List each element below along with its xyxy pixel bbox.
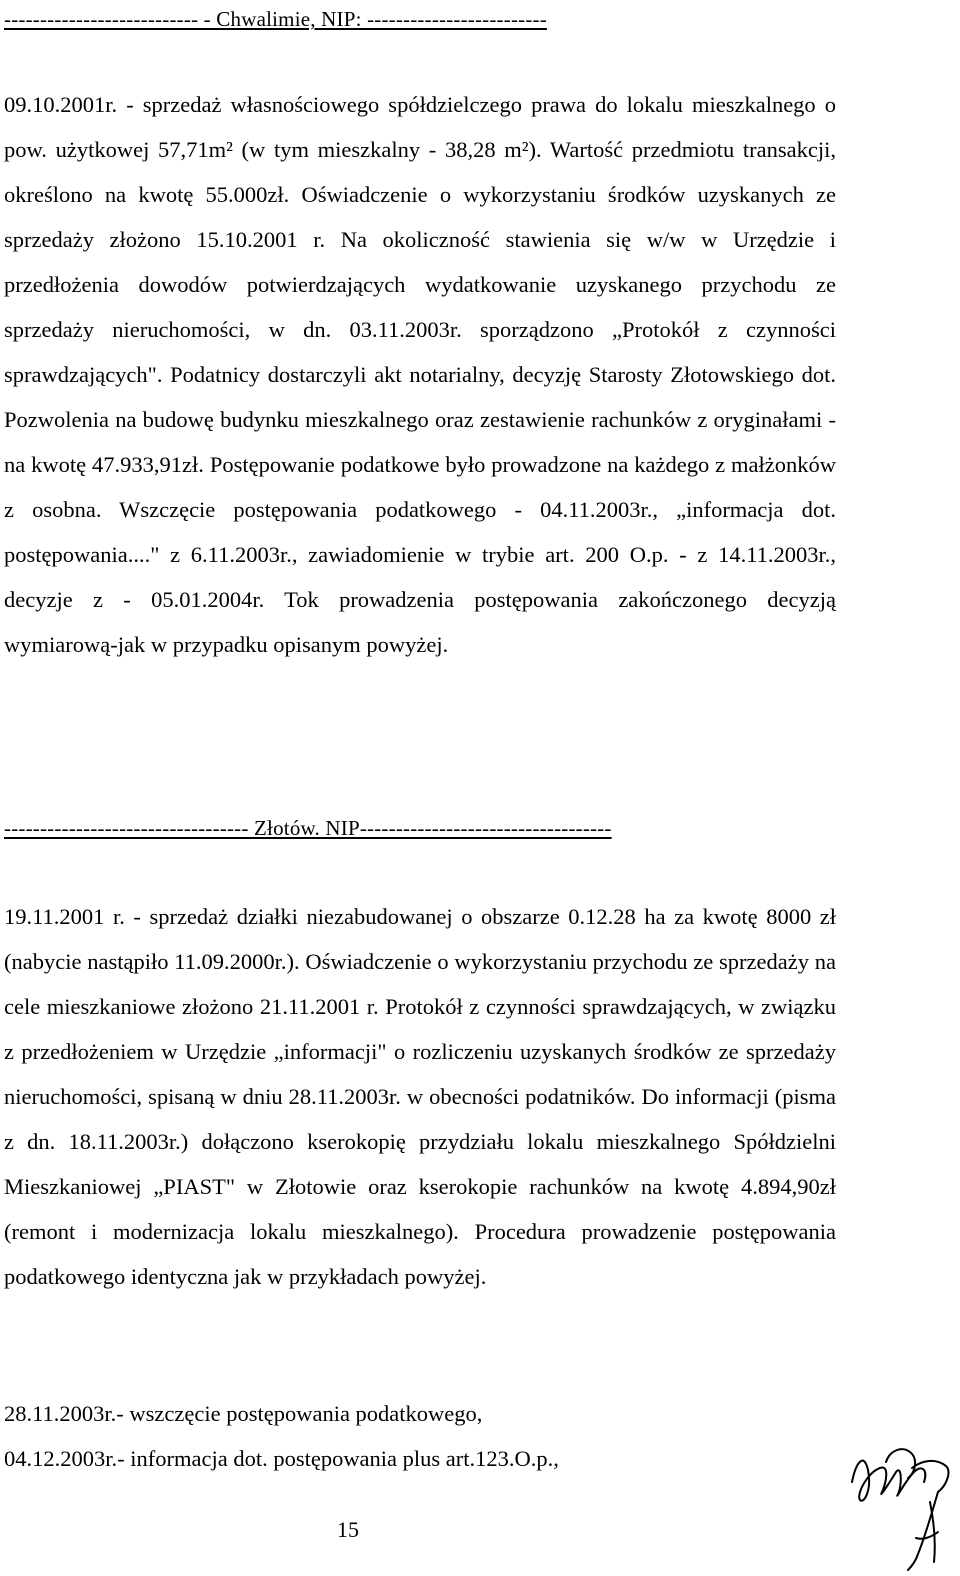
list-line-1: 28.11.2003r.- wszczęcie postępowania podatkowego, — [4, 1401, 483, 1426]
paragraph-2: 19.11.2001 r. - sprzedaż działki niezabudowanej o obszarze 0.12.28 ha za kwotę 8000 zł (nabycie nastąpiło 11.09.2000r.). Oświadczenie o wykorzystaniu przychodu ze sprzedaży na cele mieszkaniowe złożono 21.11.2001 r. Protokół z czynności sprawdzających, w związku z przedłożeniem w Urzędzie „informacji" o rozliczeniu uzyskanych środków ze sprzedaży nieruchomości, spisaną w dniu 28.11.2003r. w obecności podatników. Do informacji (pisma z dn. 18.11.2003r.) dołączono kserokopię przydziału lokalu mieszkalnego Spółdzielni Mieszkaniowej „PIAST" w Złotowie oraz kserokopie rachunków na kwotę 4.894,90zł (remont i modernizacja lokalu mieszkalnego). Procedura prowadzenie postępowania podatkowego identyczna jak w przykładach powyżej. — [4, 904, 836, 1289]
list-line-2: 04.12.2003r.- informacja dot. postępowania plus art.123.O.p., — [4, 1446, 559, 1471]
section-heading-zlotow: ---------------------------------- Złotów. NIP----------------------------------- — [4, 816, 612, 840]
page-number: 15 — [337, 1517, 359, 1542]
section-heading-chwalimie: --------------------------- - Chwalimie, NIP: ------------------------- — [4, 7, 547, 31]
paragraph-1: 09.10.2001r. - sprzedaż własnościowego spółdzielczego prawa do lokalu mieszkalnego o pow. użytkowej 57,71m² (w tym mieszkalny - 38,28 m²). Wartość przedmiotu transakcji, określono na kwotę 55.000zł. Oświadczenie o wykorzystaniu środków uzyskanych ze sprzedaży złożono 15.10.2001 r. Na okoliczność stawienia się w/w w Urzędzie i przedłożenia dowodów potwierdzających wydatkowanie uzyskanego przychodu ze sprzedaży nieruchomości, w dn. 03.11.2003r. sporządzono „Protokół z czynności sprawdzających". Podatnicy dostarczyli akt notarialny, decyzję Starosty Złotowskiego dot. Pozwolenia na budowę budynku mieszkalnego oraz zestawienie rachunków z oryginałami - na kwotę 47.933,91zł. Postępowanie podatkowe było prowadzone na każdego z małżonków z osobna. Wszczęcie postępowania podatkowego - 04.11.2003r., „informacja dot. postępowania...." z 6.11.2003r., zawiadomienie w trybie art. 200 O.p. - z 14.11.2003r., decyzje z - 05.01.2004r. Tok prowadzenia postępowania zakończonego decyzją wymiarową-jak w przypadku opisanym powyżej. — [4, 92, 836, 657]
handwritten-signature — [846, 1442, 956, 1572]
